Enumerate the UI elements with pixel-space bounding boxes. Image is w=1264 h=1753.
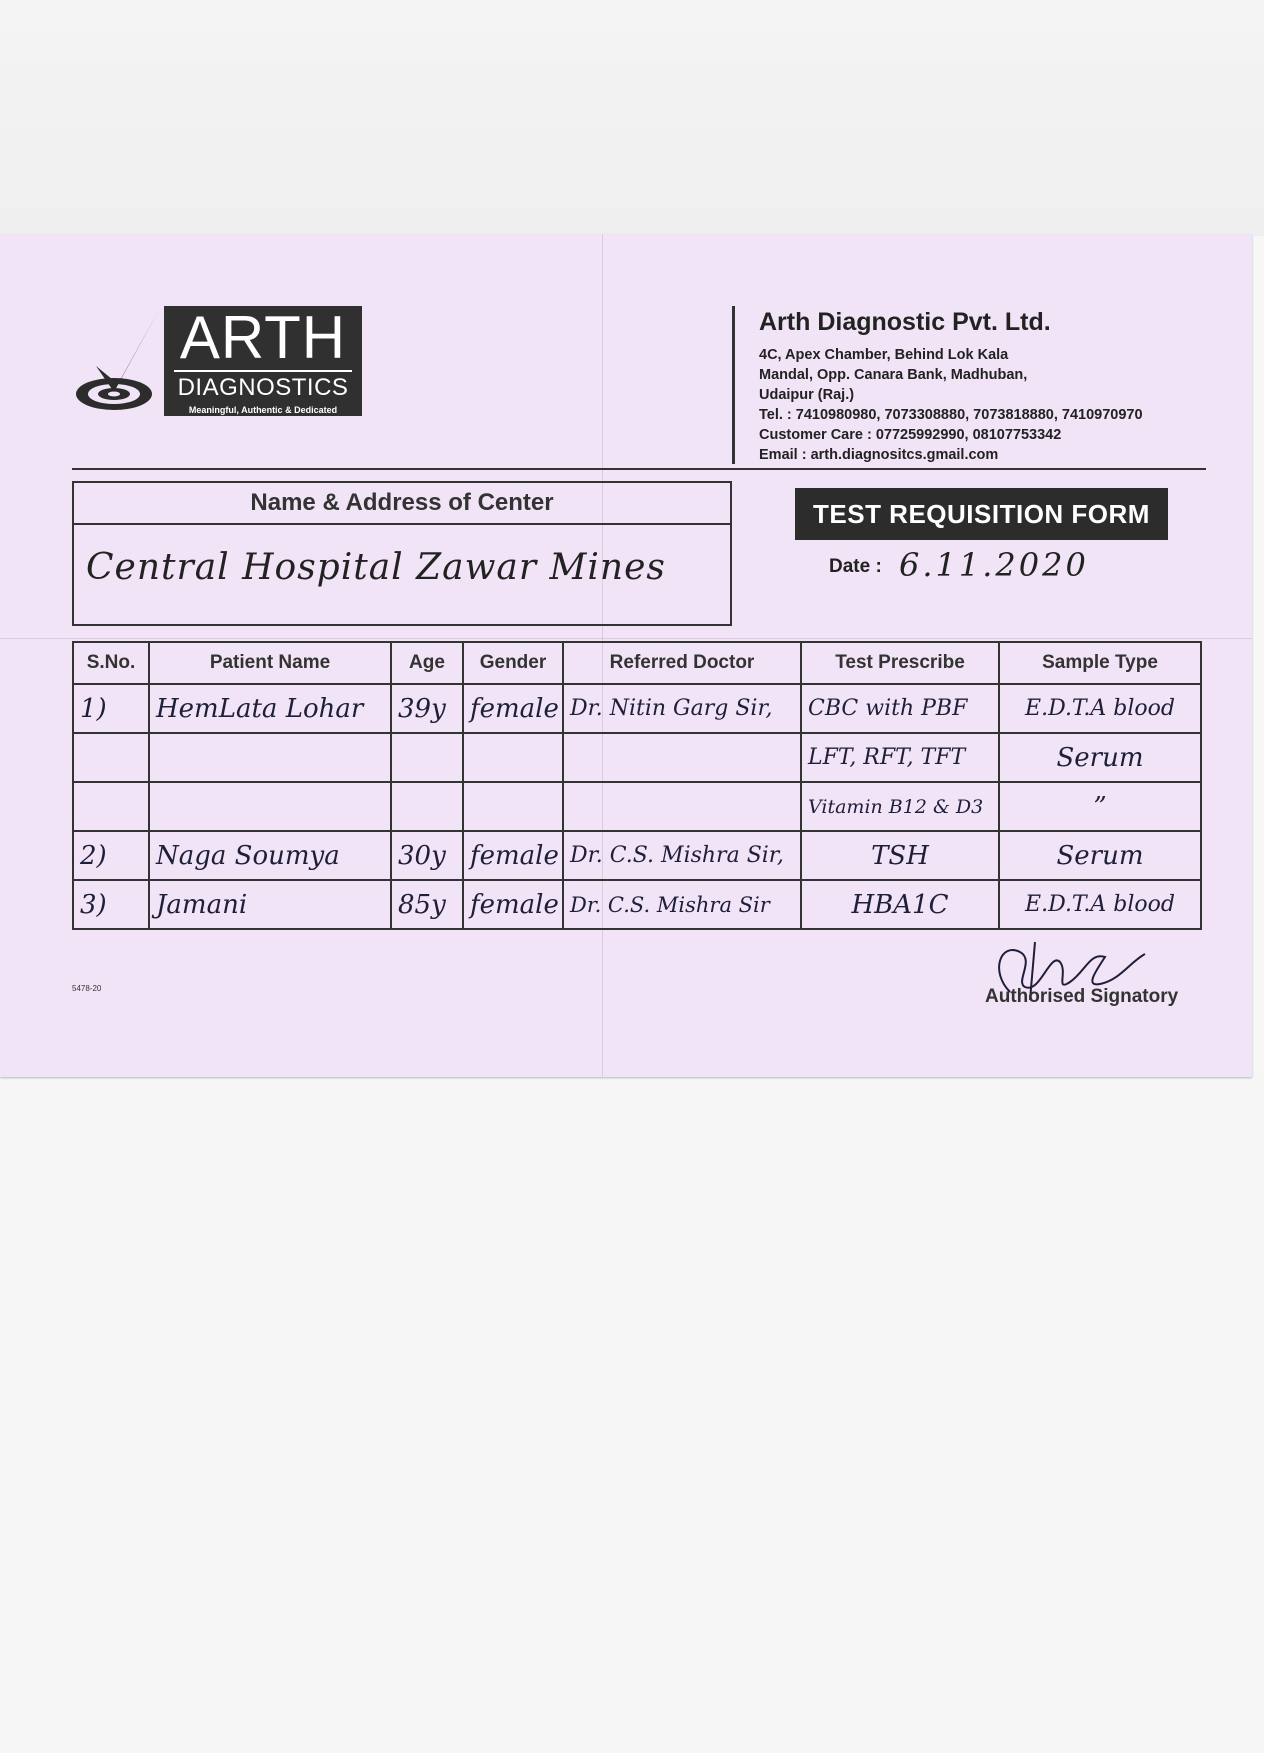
company-email: Email : arth.diagnositcs.gmail.com bbox=[759, 447, 999, 463]
cell-patient-name bbox=[149, 782, 391, 831]
test-requisition-form bbox=[0, 234, 1252, 1077]
center-heading: Name & Address of Center bbox=[74, 483, 730, 525]
scan-background-bottom bbox=[0, 1077, 1264, 1753]
cell-test-prescribe: TSH bbox=[801, 831, 999, 880]
cell-sample-type: Serum bbox=[999, 733, 1201, 782]
center-address-box bbox=[72, 481, 732, 626]
cell-gender: female bbox=[463, 831, 563, 880]
cell-sample-type: E.D.T.A blood bbox=[999, 684, 1201, 733]
column-header-gender: Gender bbox=[463, 642, 563, 684]
cell-test-prescribe: HBA1C bbox=[801, 880, 999, 929]
target-check-icon bbox=[74, 306, 164, 416]
table-row bbox=[73, 782, 1201, 831]
cell-test-prescribe: LFT, RFT, TFT bbox=[801, 733, 999, 782]
company-header bbox=[732, 306, 1212, 464]
cell-patient-name: Naga Soumya bbox=[149, 831, 391, 880]
test-table bbox=[72, 641, 1202, 930]
cell-patient-name bbox=[149, 733, 391, 782]
scan-background-top bbox=[0, 0, 1264, 236]
cell-gender bbox=[463, 782, 563, 831]
cell-age bbox=[391, 733, 463, 782]
column-header-patient-name: Patient Name bbox=[149, 642, 391, 684]
column-header-sample-type: Sample Type bbox=[999, 642, 1201, 684]
authorised-signatory-label: Authorised Signatory bbox=[985, 986, 1179, 1007]
table-row bbox=[73, 733, 1201, 782]
cell-sno: 3) bbox=[73, 880, 149, 929]
table-row bbox=[73, 684, 1201, 733]
column-header-referred-doctor: Referred Doctor bbox=[563, 642, 801, 684]
table-row bbox=[73, 880, 1201, 929]
header-divider bbox=[72, 468, 1206, 470]
table-row bbox=[73, 831, 1201, 880]
cell-sno bbox=[73, 733, 149, 782]
cell-gender: female bbox=[463, 684, 563, 733]
cell-test-prescribe: Vitamin B12 & D3 bbox=[801, 782, 999, 831]
cell-sample-type: ” bbox=[999, 782, 1201, 831]
cell-age: 30y bbox=[391, 831, 463, 880]
cell-referred-doctor bbox=[563, 782, 801, 831]
date-value: 6.11.2020 bbox=[899, 546, 1089, 584]
company-telephone: Tel. : 7410980980, 7073308880, 7073818880, 7410970970 bbox=[759, 407, 1143, 423]
cell-referred-doctor: Dr. C.S. Mishra Sir, bbox=[563, 831, 801, 880]
cell-test-prescribe: CBC with PBF bbox=[801, 684, 999, 733]
cell-patient-name: Jamani bbox=[149, 880, 391, 929]
logo-subtitle: DIAGNOSTICS bbox=[177, 374, 349, 401]
cell-age: 85y bbox=[391, 880, 463, 929]
date-label: Date : bbox=[829, 556, 882, 577]
column-header-test-prescribe: Test Prescribe bbox=[801, 642, 999, 684]
cell-referred-doctor: Dr. C.S. Mishra Sir bbox=[563, 880, 801, 929]
cell-referred-doctor: Dr. Nitin Garg Sir, bbox=[563, 684, 801, 733]
date-field bbox=[829, 546, 1129, 594]
cell-gender: female bbox=[463, 880, 563, 929]
cell-age: 39y bbox=[391, 684, 463, 733]
form-title: TEST REQUISITION FORM bbox=[795, 488, 1168, 540]
cell-sno: 2) bbox=[73, 831, 149, 880]
form-code: 5478-20 bbox=[72, 984, 102, 993]
cell-patient-name: HemLata Lohar bbox=[149, 684, 391, 733]
company-name: Arth Diagnostic Pvt. Ltd. bbox=[759, 308, 1051, 336]
cell-age bbox=[391, 782, 463, 831]
table-header-row bbox=[73, 642, 1201, 684]
logo-wordmark bbox=[164, 306, 362, 416]
arth-logo bbox=[74, 306, 364, 416]
logo-tagline: Meaningful, Authentic & Dedicated bbox=[188, 405, 338, 415]
company-address-line: Udaipur (Raj.) bbox=[759, 387, 855, 403]
cell-referred-doctor bbox=[563, 733, 801, 782]
fold-line bbox=[0, 638, 1252, 639]
column-header-age: Age bbox=[391, 642, 463, 684]
cell-sno bbox=[73, 782, 149, 831]
cell-sample-type: E.D.T.A blood bbox=[999, 880, 1201, 929]
cell-gender bbox=[463, 733, 563, 782]
column-header-sno: S.No. bbox=[73, 642, 149, 684]
company-address-line: Mandal, Opp. Canara Bank, Madhuban, bbox=[759, 367, 1028, 383]
cell-sno: 1) bbox=[73, 684, 149, 733]
center-name-field: Central Hospital Zawar Mines bbox=[86, 547, 666, 588]
cell-sample-type: Serum bbox=[999, 831, 1201, 880]
logo-title: ARTH bbox=[174, 308, 352, 372]
company-address-line: 4C, Apex Chamber, Behind Lok Kala bbox=[759, 347, 1009, 363]
company-customer-care: Customer Care : 07725992990, 08107753342 bbox=[759, 427, 1062, 443]
